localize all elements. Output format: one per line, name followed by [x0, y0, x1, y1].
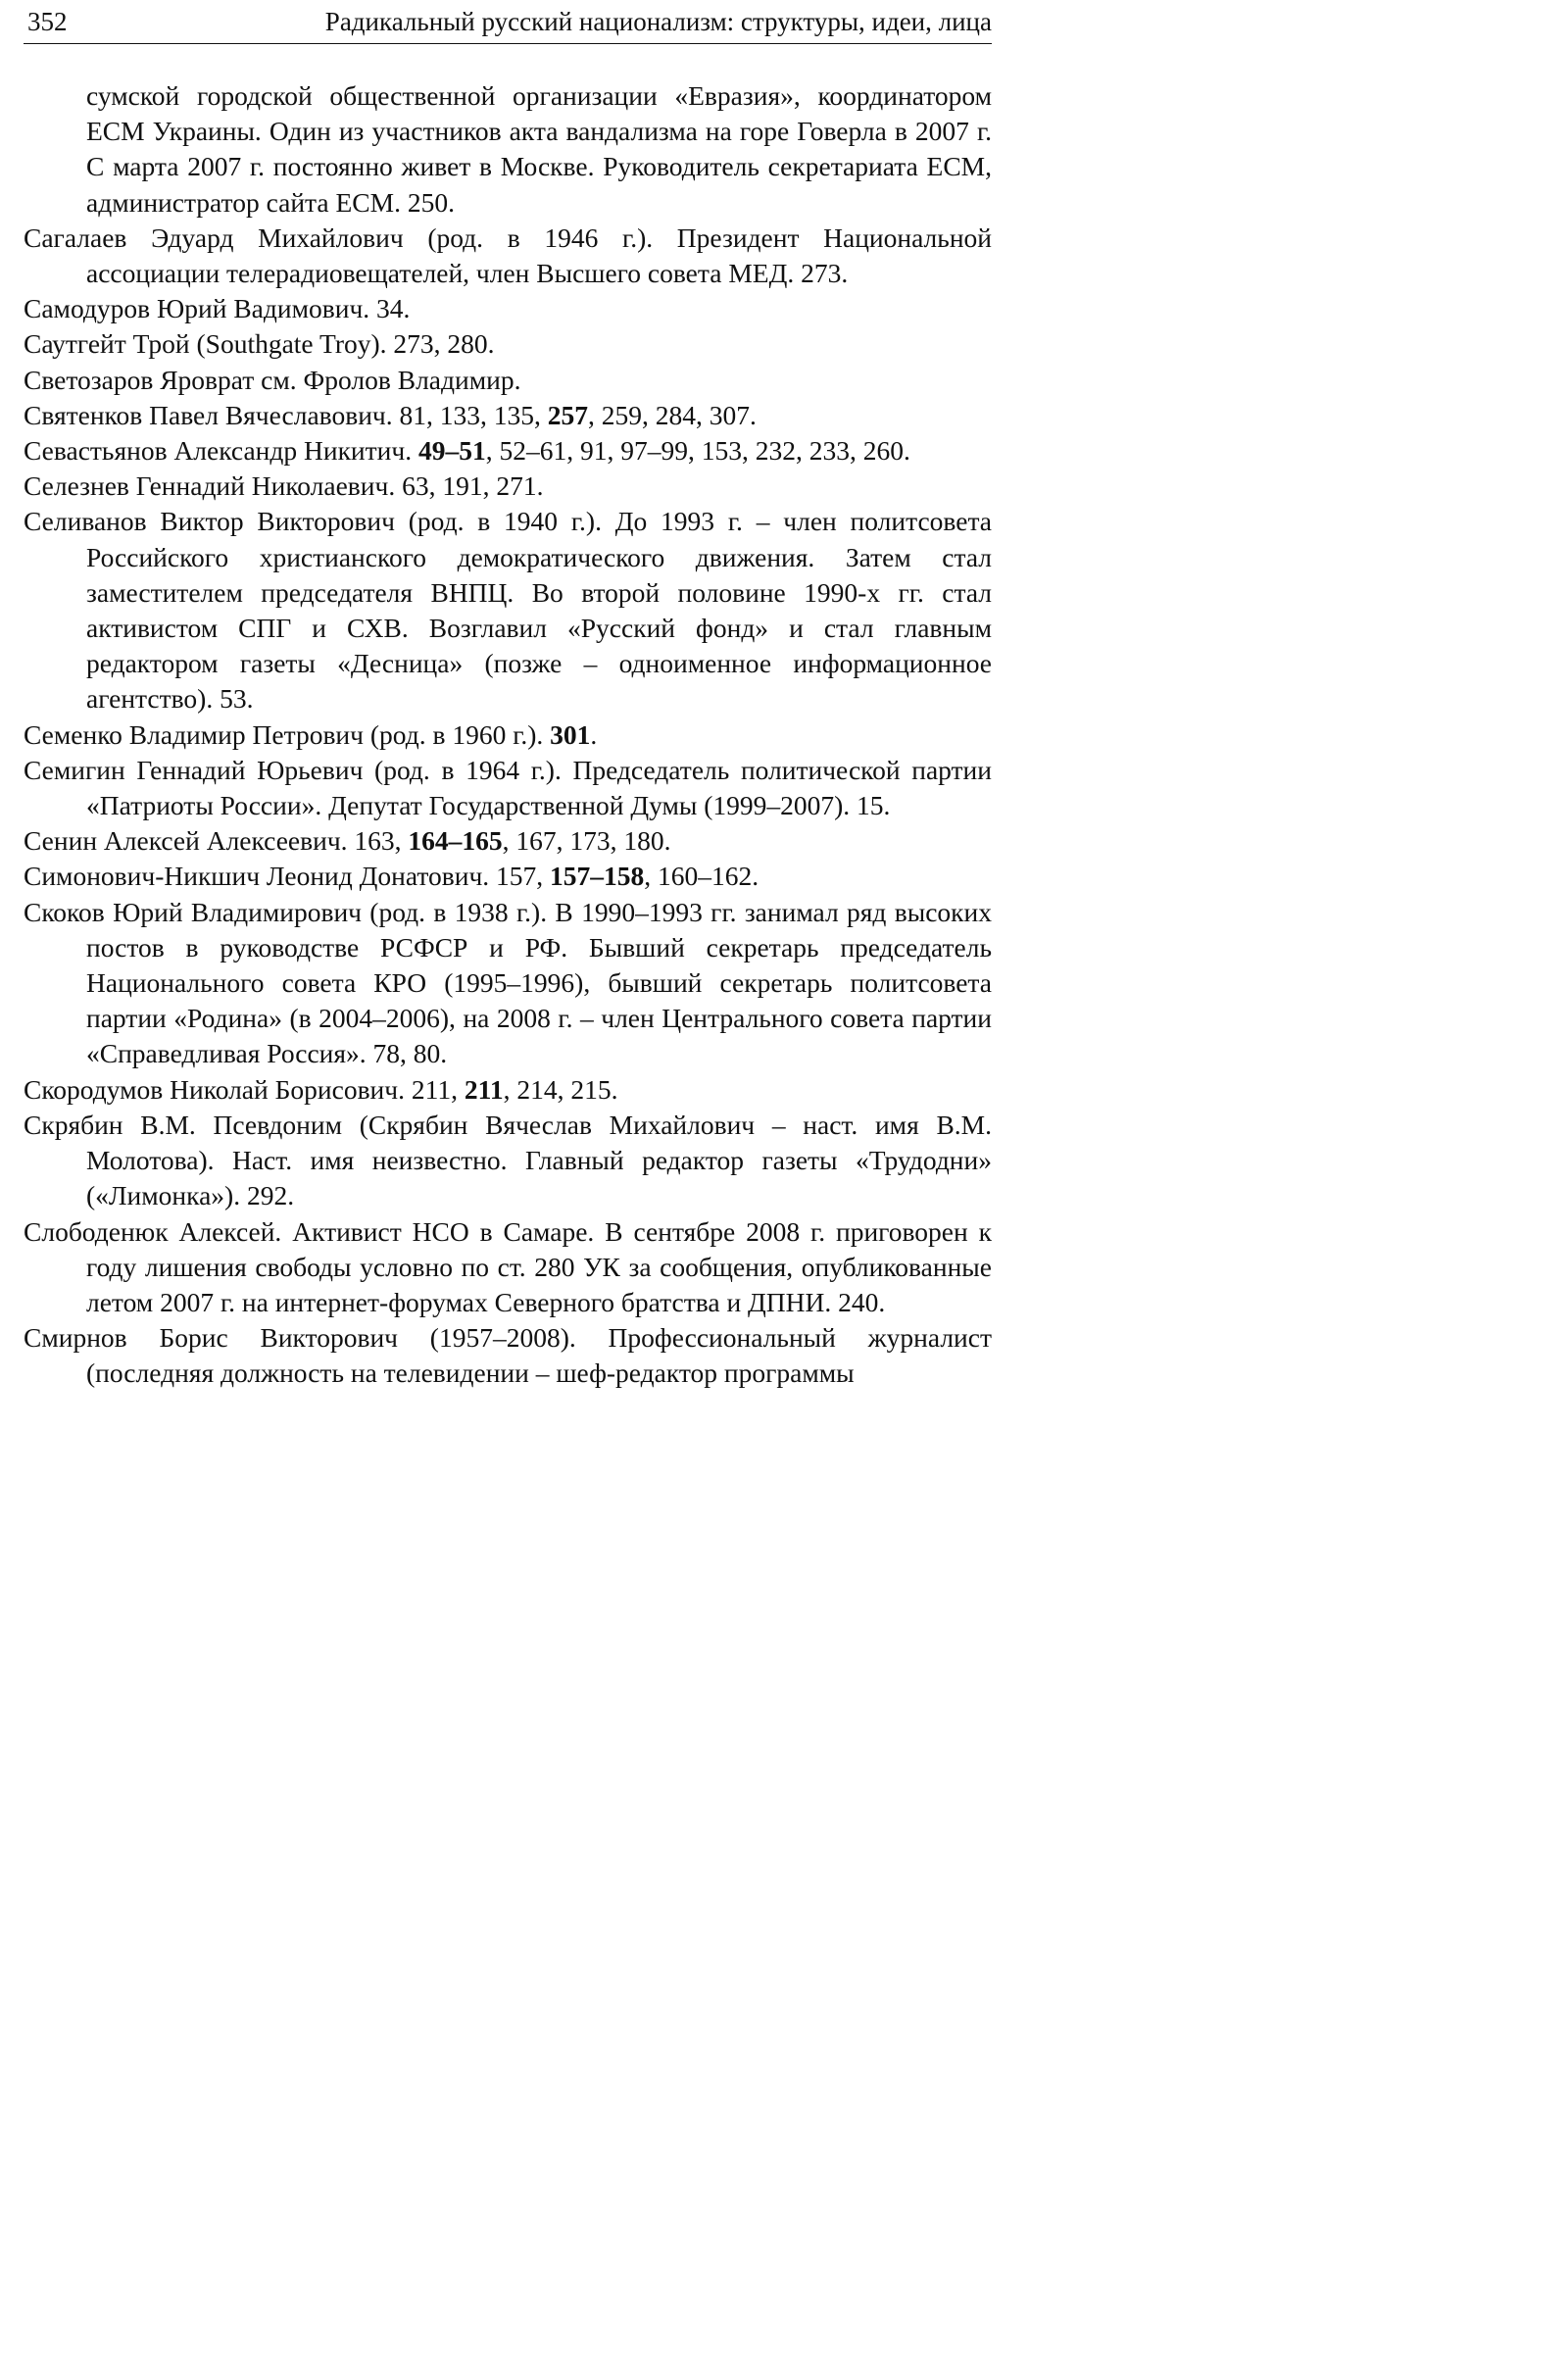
index-entry	[24, 1108, 992, 1214]
index-entry	[24, 823, 992, 859]
entry-text: Скородумов Николай Борисович. 211,	[24, 1073, 465, 1105]
book-page	[0, 0, 1019, 1542]
index-entry	[24, 433, 992, 469]
index-entry	[24, 1214, 992, 1321]
index-entry	[24, 469, 992, 504]
index-entry	[24, 895, 992, 1072]
entry-text: Смирнов Борис Викторович (1957–2008). Профессиональный журналист (последняя должность на телевидении – шеф-редактор программы	[24, 1322, 992, 1389]
index-entries	[24, 78, 992, 1392]
entry-text: Слободенюк Алексей. Активист НСО в Самаре. В сентябре 2008 г. приговорен к году лишения свободы условно по ст. 280 УК за сообщения, опубликованные летом 2007 г. на интернет-форумах Северного братства и ДПНИ. 240.	[24, 1215, 992, 1317]
index-entry	[24, 504, 992, 716]
bold-page-reference: 164–165	[408, 825, 503, 857]
bold-page-reference: 157–158	[550, 861, 645, 892]
entry-text: , 160–162.	[644, 861, 760, 892]
entry-text: Симонович-Никшич Леонид Донатович. 157,	[24, 861, 551, 892]
entry-text: Селезнев Геннадий Николаевич. 63, 191, 271.	[24, 470, 544, 502]
index-entry	[24, 291, 992, 326]
bold-page-reference: 257	[547, 399, 588, 430]
entry-text: Скоков Юрий Владимирович (род. в 1938 г.). В 1990–1993 гг. занимал ряд высоких постов в руководстве РСФСР и РФ. Бывший секретарь председатель Национального совета КРО (1995–1996), бывший секретарь политсовета партии «Родина» (в 2004–2006), на 2008 г. – член Центрального совета партии «Справедливая Россия». 78, 80.	[24, 896, 992, 1069]
index-entry	[24, 859, 992, 894]
index-entry	[24, 717, 992, 753]
bold-page-reference: 301	[550, 718, 591, 750]
index-entry	[24, 398, 992, 433]
index-entry	[24, 753, 992, 823]
entry-text: Святенков Павел Вячеславович. 81, 133, 135,	[24, 399, 548, 430]
page-header	[24, 4, 992, 44]
entry-text: сумской городской общественной организации «Евразия», координатором ЕСМ Украины. Один из участников акта вандализма на горе Говерла в 2007 г. С марта 2007 г. постоянно живет в Москве. Руководитель секретариата ЕСМ, администратор сайта ЕСМ. 250.	[86, 80, 992, 218]
entry-text: , 214, 215.	[503, 1073, 618, 1105]
entry-text: , 52–61, 91, 97–99, 153, 232, 233, 260.	[485, 435, 910, 467]
entry-text: Скрябин В.М. Псевдоним (Скрябин Вячеслав Михайлович – наст. имя В.М. Молотова). Наст. имя неизвестно. Главный редактор газеты «Трудодни» («Лимонка»). 292.	[24, 1109, 992, 1211]
bold-page-reference: 211	[464, 1073, 504, 1105]
entry-text: Семигин Геннадий Юрьевич (род. в 1964 г.). Председатель политической партии «Патриоты России». Депутат Государственной Думы (1999–2007). 15.	[24, 754, 992, 821]
entry-text: Самодуров Юрий Вадимович. 34.	[24, 293, 411, 324]
page-number: 352	[27, 7, 68, 36]
index-entry	[24, 1072, 992, 1108]
entry-text: .	[590, 718, 598, 750]
entry-text: Сенин Алексей Алексеевич. 163,	[24, 825, 409, 857]
index-entry-continuation	[24, 78, 992, 221]
index-entry	[24, 221, 992, 291]
entry-text: Светозаров Яроврат см. Фролов Владимир.	[24, 364, 521, 395]
index-entry	[24, 363, 992, 398]
entry-text: Севастьянов Александр Никитич.	[24, 435, 418, 467]
index-entry	[24, 1320, 992, 1391]
entry-text: Селиванов Виктор Викторович (род. в 1940 г.). До 1993 г. – член политсовета Российского христианского демократического движения. Затем стал заместителем председателя ВНПЦ. Во второй половине 1990-х гг. стал активистом СПГ и СХВ. Возглавил «Русский фонд» и стал главным редактором газеты «Десница» (позже – одноименное информационное агентство). 53.	[24, 506, 992, 715]
running-title: Радикальный русский национализм: структуры, идеи, лица	[324, 7, 992, 36]
entry-text: Семенко Владимир Петрович (род. в 1960 г.).	[24, 718, 551, 750]
entry-text: Сагалаев Эдуард Михайлович (род. в 1946 г.). Президент Национальной ассоциации телерадиовещателей, член Высшего совета МЕД. 273.	[24, 222, 992, 289]
bold-page-reference: 49–51	[417, 435, 486, 467]
entry-text: Саутгейт Трой (Southgate Troy). 273, 280.	[24, 328, 495, 360]
entry-text: , 167, 173, 180.	[502, 825, 671, 857]
entry-text: , 259, 284, 307.	[588, 399, 757, 430]
index-entry	[24, 326, 992, 362]
